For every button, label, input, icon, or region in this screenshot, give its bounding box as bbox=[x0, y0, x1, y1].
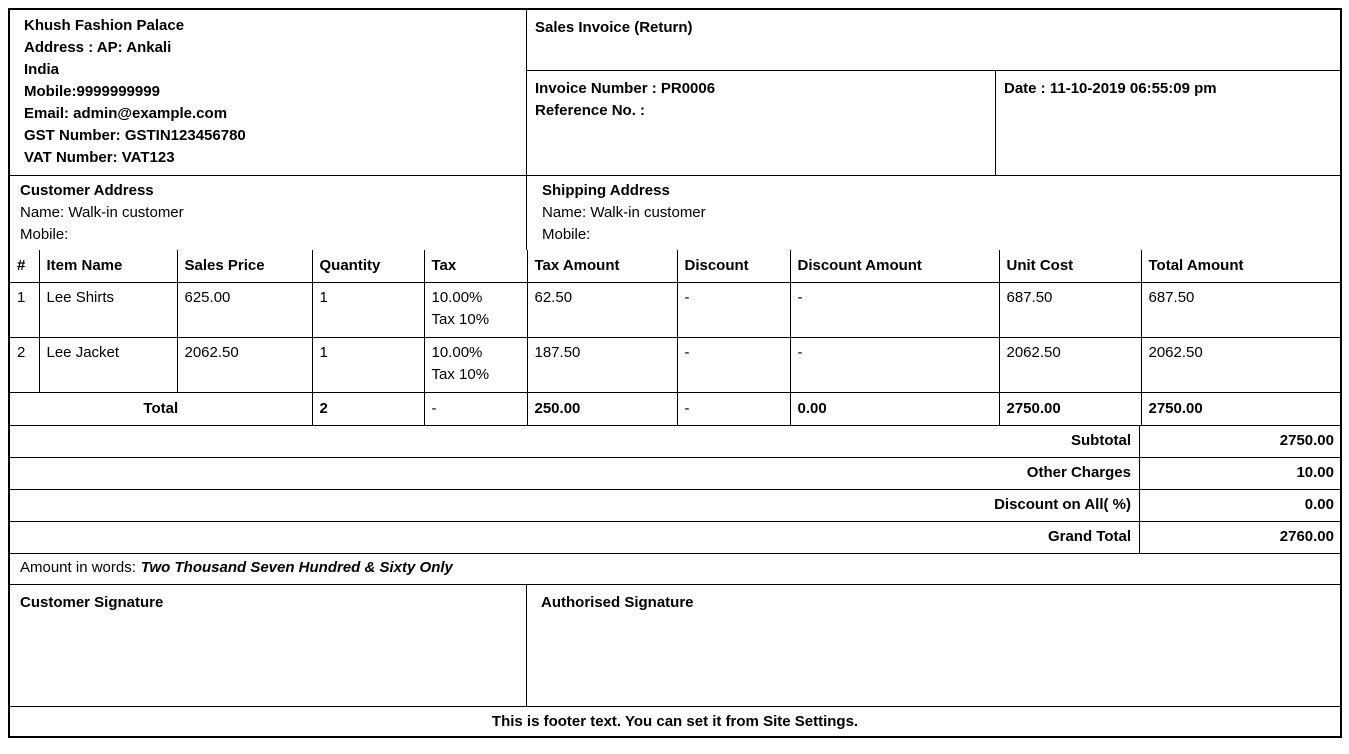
invoice-date-cell bbox=[996, 71, 1340, 175]
items-total-row bbox=[10, 392, 1340, 425]
summary-row-discount-on-all bbox=[10, 489, 1340, 521]
authorised-signature-cell bbox=[527, 585, 1340, 706]
company-info-cell bbox=[10, 10, 527, 175]
invoice-header-area bbox=[527, 10, 1340, 175]
subtotal-value: 2750.00 bbox=[1139, 426, 1340, 457]
amount-in-words bbox=[10, 553, 1340, 584]
col-header-discount: Discount bbox=[677, 250, 790, 282]
col-header-discount-amount: Discount Amount bbox=[790, 250, 999, 282]
summary-row-grand-total bbox=[10, 521, 1340, 553]
item-total-amount: 2062.50 bbox=[1141, 337, 1340, 392]
col-header-item-name: Item Name bbox=[39, 250, 177, 282]
company-email: Email: admin@example.com bbox=[24, 105, 228, 122]
item-name: Lee Shirts bbox=[39, 282, 177, 337]
shipping-address-section bbox=[527, 176, 1340, 250]
item-tax-rate: 10.00% bbox=[431, 288, 483, 306]
company-address: Address : AP: Ankali bbox=[24, 39, 172, 56]
footer-text: This is footer text. You can set it from Site Settings. bbox=[491, 712, 859, 730]
item-row bbox=[10, 282, 1340, 337]
item-tax-amount: 187.50 bbox=[527, 337, 677, 392]
total-quantity: 2 bbox=[312, 392, 424, 425]
total-discount-amount: 0.00 bbox=[790, 392, 999, 425]
items-table bbox=[10, 250, 1340, 425]
summary-row-subtotal bbox=[10, 425, 1340, 457]
col-header-quantity: Quantity bbox=[312, 250, 424, 282]
document-title: Sales Invoice (Return) bbox=[527, 10, 1340, 71]
total-tax: - bbox=[424, 392, 527, 425]
total-total-amount: 2750.00 bbox=[1141, 392, 1340, 425]
item-sr: 2 bbox=[10, 337, 39, 392]
item-tax-label: Tax 10% bbox=[431, 365, 490, 383]
col-header-sales-price: Sales Price bbox=[177, 250, 312, 282]
item-unit-cost: 687.50 bbox=[999, 282, 1141, 337]
discount-on-all-value: 0.00 bbox=[1139, 490, 1340, 521]
total-unit-cost: 2750.00 bbox=[999, 392, 1141, 425]
invoice-top-section bbox=[10, 10, 1340, 175]
col-header-unit-cost: Unit Cost bbox=[999, 250, 1141, 282]
company-country: India bbox=[24, 61, 60, 78]
shipping-name: Name: Walk-in customer bbox=[542, 204, 706, 221]
item-total-amount: 687.50 bbox=[1141, 282, 1340, 337]
invoice-meta-row bbox=[527, 71, 1340, 175]
grand-total-label: Grand Total bbox=[1047, 528, 1131, 545]
customer-name: Name: Walk-in customer bbox=[20, 204, 184, 221]
item-tax bbox=[424, 337, 527, 392]
customer-address-section bbox=[10, 176, 527, 250]
item-discount: - bbox=[677, 337, 790, 392]
item-discount-amount: - bbox=[790, 282, 999, 337]
invoice-footer bbox=[10, 706, 1340, 736]
shipping-mobile: Mobile: bbox=[542, 226, 591, 243]
total-tax-amount: 250.00 bbox=[527, 392, 677, 425]
customer-signature-cell bbox=[10, 585, 527, 706]
customer-signature-label: Customer Signature bbox=[20, 594, 164, 611]
other-charges-value: 10.00 bbox=[1139, 458, 1340, 489]
item-tax-label: Tax 10% bbox=[431, 310, 490, 328]
item-sr: 1 bbox=[10, 282, 39, 337]
authorised-signature-label: Authorised Signature bbox=[541, 594, 694, 611]
amount-in-words-value: Two Thousand Seven Hundred & Sixty Only bbox=[140, 559, 453, 576]
item-quantity: 1 bbox=[312, 337, 424, 392]
customer-address-title: Customer Address bbox=[20, 182, 154, 199]
item-tax-amount: 62.50 bbox=[527, 282, 677, 337]
item-quantity: 1 bbox=[312, 282, 424, 337]
reference-number: Reference No. : bbox=[535, 102, 646, 119]
customer-mobile: Mobile: bbox=[20, 226, 69, 243]
item-discount-amount: - bbox=[790, 337, 999, 392]
item-tax bbox=[424, 282, 527, 337]
summary-row-other-charges bbox=[10, 457, 1340, 489]
col-header-tax-amount: Tax Amount bbox=[527, 250, 677, 282]
other-charges-label: Other Charges bbox=[1026, 464, 1131, 481]
item-row bbox=[10, 337, 1340, 392]
item-tax-rate: 10.00% bbox=[431, 343, 483, 361]
item-name: Lee Jacket bbox=[39, 337, 177, 392]
col-header-sr: # bbox=[10, 250, 39, 282]
amount-in-words-label: Amount in words: bbox=[20, 559, 136, 576]
discount-on-all-label: Discount on All( %) bbox=[994, 496, 1131, 513]
item-sales-price: 2062.50 bbox=[177, 337, 312, 392]
col-header-total-amount: Total Amount bbox=[1141, 250, 1340, 282]
item-sales-price: 625.00 bbox=[177, 282, 312, 337]
company-gst-number: GST Number: GSTIN123456780 bbox=[24, 127, 246, 144]
item-unit-cost: 2062.50 bbox=[999, 337, 1141, 392]
invoice-number-cell bbox=[527, 71, 996, 175]
item-discount: - bbox=[677, 282, 790, 337]
total-label: Total bbox=[10, 392, 312, 425]
invoice-date: Date : 11-10-2019 06:55:09 pm bbox=[1004, 80, 1217, 97]
signature-row bbox=[10, 584, 1340, 706]
company-vat-number: VAT Number: VAT123 bbox=[24, 149, 175, 166]
grand-total-value: 2760.00 bbox=[1139, 522, 1340, 553]
sales-invoice-document bbox=[8, 8, 1342, 738]
company-mobile: Mobile:9999999999 bbox=[24, 83, 160, 100]
items-header-row bbox=[10, 250, 1340, 282]
total-discount: - bbox=[677, 392, 790, 425]
company-name: Khush Fashion Palace bbox=[24, 17, 185, 34]
subtotal-label: Subtotal bbox=[1071, 432, 1131, 449]
col-header-tax: Tax bbox=[424, 250, 527, 282]
address-row bbox=[10, 175, 1340, 250]
invoice-number: Invoice Number : PR0006 bbox=[535, 80, 716, 97]
shipping-address-title: Shipping Address bbox=[542, 182, 670, 199]
